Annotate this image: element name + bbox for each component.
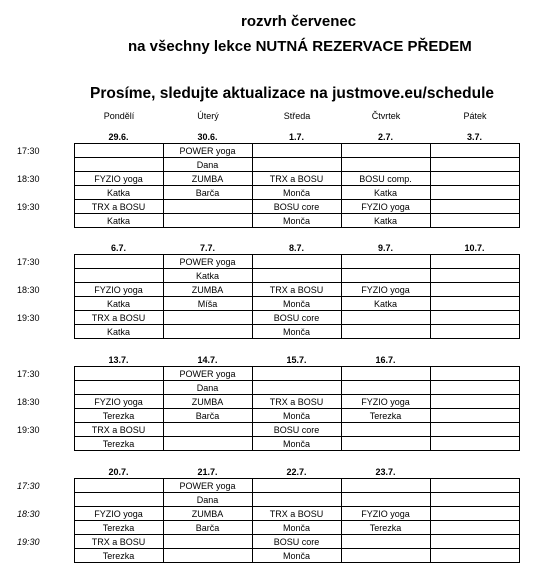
instructor-cell <box>341 381 430 395</box>
week-table <box>0 353 520 451</box>
time-label: 19:30 <box>17 312 40 323</box>
class-row <box>0 535 519 549</box>
instructor-cell: Barča <box>163 186 252 200</box>
class-cell: ZUMBA <box>163 172 252 186</box>
class-cell: FYZIO yoga <box>341 283 430 297</box>
instructor-cell <box>252 493 341 507</box>
class-cell <box>430 395 519 409</box>
date-cell: 16.7. <box>341 353 430 367</box>
instructor-cell <box>430 214 519 228</box>
class-cell: TRX a BOSU <box>74 535 163 549</box>
instructor-row <box>0 493 519 507</box>
time-label: 17:30 <box>17 256 40 267</box>
class-cell <box>341 423 430 437</box>
date-row <box>0 130 519 144</box>
class-cell: ZUMBA <box>163 507 252 521</box>
instructor-cell <box>74 158 163 172</box>
instructor-cell: Terezka <box>341 409 430 423</box>
class-cell <box>163 311 252 325</box>
instructor-cell <box>430 521 519 535</box>
date-cell: 14.7. <box>163 353 252 367</box>
instructor-cell: Terezka <box>341 521 430 535</box>
instructor-cell <box>430 186 519 200</box>
date-cell: 21.7. <box>163 465 252 479</box>
class-cell <box>430 367 519 381</box>
weekday-header <box>0 111 536 125</box>
instructor-row <box>0 325 519 339</box>
date-cell: 20.7. <box>74 465 163 479</box>
class-cell: ZUMBA <box>163 283 252 297</box>
class-cell <box>74 367 163 381</box>
date-cell: 7.7. <box>163 241 252 255</box>
instructor-cell <box>430 493 519 507</box>
instructor-cell <box>341 269 430 283</box>
instructor-cell <box>430 437 519 451</box>
class-cell: FYZIO yoga <box>341 507 430 521</box>
date-cell: 3.7. <box>430 130 519 144</box>
instructor-cell: Dana <box>163 158 252 172</box>
instructor-cell: Terezka <box>74 549 163 563</box>
instructor-cell: Monča <box>252 437 341 451</box>
instructor-row <box>0 269 519 283</box>
class-cell <box>430 200 519 214</box>
class-cell: BOSU core <box>252 311 341 325</box>
weekday-label: Úterý <box>197 111 219 121</box>
class-cell <box>341 144 430 158</box>
instructor-cell: Monča <box>252 297 341 311</box>
instructor-cell <box>430 158 519 172</box>
class-cell <box>163 535 252 549</box>
class-cell <box>430 479 519 493</box>
class-cell: TRX a BOSU <box>252 395 341 409</box>
date-cell: 2.7. <box>341 130 430 144</box>
instructor-row <box>0 381 519 395</box>
class-cell: TRX a BOSU <box>252 507 341 521</box>
class-cell: POWER yoga <box>163 144 252 158</box>
instructor-cell <box>430 297 519 311</box>
class-cell <box>163 423 252 437</box>
weekday-label: Středa <box>283 111 311 121</box>
class-cell: FYZIO yoga <box>74 507 163 521</box>
instructor-cell: Katka <box>341 186 430 200</box>
class-cell <box>430 283 519 297</box>
class-cell: TRX a BOSU <box>74 311 163 325</box>
class-row <box>0 283 519 297</box>
instructor-cell: Katka <box>341 297 430 311</box>
class-cell <box>430 172 519 186</box>
instructor-cell: Monča <box>252 214 341 228</box>
class-row <box>0 144 519 158</box>
instructor-cell <box>252 158 341 172</box>
instructor-cell <box>252 269 341 283</box>
class-cell <box>252 367 341 381</box>
instructor-cell <box>341 493 430 507</box>
class-cell <box>341 367 430 381</box>
instructor-cell: Míša <box>163 297 252 311</box>
class-cell <box>252 255 341 269</box>
instructor-cell: Katka <box>163 269 252 283</box>
class-cell: POWER yoga <box>163 367 252 381</box>
date-cell: 6.7. <box>74 241 163 255</box>
date-cell: 10.7. <box>430 241 519 255</box>
instructor-cell <box>341 437 430 451</box>
class-cell: FYZIO yoga <box>341 200 430 214</box>
instructor-row <box>0 297 519 311</box>
instructor-cell: Barča <box>163 521 252 535</box>
instructor-cell <box>74 269 163 283</box>
weekday-label: Pondělí <box>103 111 135 121</box>
time-label: 19:30 <box>17 424 40 435</box>
time-label: 17:30 <box>17 145 40 156</box>
date-cell <box>430 465 519 479</box>
time-label: 18:30 <box>17 173 40 184</box>
time-label: 18:30 <box>17 284 40 295</box>
instructor-cell <box>430 549 519 563</box>
time-label: 17:30 <box>17 480 40 491</box>
instructor-cell: Katka <box>74 325 163 339</box>
instructor-cell <box>341 158 430 172</box>
class-cell <box>430 311 519 325</box>
week-table <box>0 465 520 563</box>
class-cell <box>341 479 430 493</box>
class-cell: POWER yoga <box>163 255 252 269</box>
class-cell: FYZIO yoga <box>341 395 430 409</box>
instructor-cell <box>430 409 519 423</box>
instructor-cell <box>430 269 519 283</box>
time-label: 19:30 <box>17 201 40 212</box>
class-cell <box>341 535 430 549</box>
week-table <box>0 241 520 339</box>
instructor-row <box>0 409 519 423</box>
instructor-cell: Dana <box>163 381 252 395</box>
date-cell: 9.7. <box>341 241 430 255</box>
class-cell <box>430 507 519 521</box>
date-cell <box>430 353 519 367</box>
class-row <box>0 311 519 325</box>
class-cell: TRX a BOSU <box>252 172 341 186</box>
class-cell: FYZIO yoga <box>74 283 163 297</box>
instructor-row <box>0 186 519 200</box>
date-cell: 15.7. <box>252 353 341 367</box>
instructor-cell <box>252 381 341 395</box>
date-row <box>0 353 519 367</box>
instructor-cell: Katka <box>74 214 163 228</box>
class-cell: FYZIO yoga <box>74 172 163 186</box>
week-table <box>0 130 520 228</box>
date-cell: 1.7. <box>252 130 341 144</box>
instructor-row <box>0 437 519 451</box>
class-cell: TRX a BOSU <box>74 423 163 437</box>
class-row <box>0 172 519 186</box>
time-label: 17:30 <box>17 368 40 379</box>
class-row <box>0 255 519 269</box>
date-cell: 13.7. <box>74 353 163 367</box>
instructor-cell <box>74 381 163 395</box>
instructor-cell <box>341 325 430 339</box>
instructor-cell: Katka <box>74 297 163 311</box>
instructor-cell: Katka <box>341 214 430 228</box>
weekday-label: Čtvrtek <box>371 111 401 121</box>
time-label: 19:30 <box>17 536 40 547</box>
class-cell <box>74 144 163 158</box>
instructor-row <box>0 521 519 535</box>
reservation-notice: na všechny lekce NUTNÁ REZERVACE PŘEDEM <box>128 38 472 55</box>
class-cell: FYZIO yoga <box>74 395 163 409</box>
class-cell <box>252 479 341 493</box>
class-cell <box>430 423 519 437</box>
class-cell <box>341 255 430 269</box>
weekday-label: Pátek <box>463 111 487 121</box>
class-cell: BOSU core <box>252 200 341 214</box>
instructor-cell <box>74 493 163 507</box>
instructor-cell: Terezka <box>74 409 163 423</box>
class-cell: BOSU core <box>252 535 341 549</box>
class-cell <box>341 311 430 325</box>
instructor-cell: Dana <box>163 493 252 507</box>
instructor-cell: Monča <box>252 325 341 339</box>
class-row <box>0 395 519 409</box>
instructor-cell <box>163 437 252 451</box>
class-cell <box>163 200 252 214</box>
class-row <box>0 423 519 437</box>
class-cell: TRX a BOSU <box>252 283 341 297</box>
instructor-cell: Monča <box>252 549 341 563</box>
instructor-cell: Barča <box>163 409 252 423</box>
instructor-cell <box>430 325 519 339</box>
instructor-row <box>0 549 519 563</box>
class-cell <box>430 535 519 549</box>
instructor-row <box>0 158 519 172</box>
date-cell: 29.6. <box>74 130 163 144</box>
instructor-cell <box>430 381 519 395</box>
class-cell <box>430 255 519 269</box>
class-row <box>0 479 519 493</box>
instructor-cell: Terezka <box>74 437 163 451</box>
date-cell: 30.6. <box>163 130 252 144</box>
class-row <box>0 507 519 521</box>
class-cell <box>430 144 519 158</box>
class-cell: BOSU core <box>252 423 341 437</box>
class-row <box>0 367 519 381</box>
instructor-cell <box>163 549 252 563</box>
instructor-cell: Monča <box>252 521 341 535</box>
date-row <box>0 241 519 255</box>
time-label: 18:30 <box>17 396 40 407</box>
instructor-cell <box>163 325 252 339</box>
instructor-row <box>0 214 519 228</box>
instructor-cell <box>163 214 252 228</box>
updates-notice: Prosíme, sledujte aktualizace na justmove.eu/schedule <box>90 85 495 102</box>
time-label: 18:30 <box>17 508 40 519</box>
date-cell: 8.7. <box>252 241 341 255</box>
schedule-title: rozvrh červenec <box>241 13 357 30</box>
date-row <box>0 465 519 479</box>
instructor-cell: Terezka <box>74 521 163 535</box>
class-cell <box>74 255 163 269</box>
class-cell <box>252 144 341 158</box>
class-row <box>0 200 519 214</box>
instructor-cell <box>341 549 430 563</box>
class-cell: BOSU comp. <box>341 172 430 186</box>
class-cell: TRX a BOSU <box>74 200 163 214</box>
date-cell: 22.7. <box>252 465 341 479</box>
date-cell: 23.7. <box>341 465 430 479</box>
class-cell: ZUMBA <box>163 395 252 409</box>
class-cell: POWER yoga <box>163 479 252 493</box>
instructor-cell: Katka <box>74 186 163 200</box>
instructor-cell: Monča <box>252 409 341 423</box>
class-cell <box>74 479 163 493</box>
instructor-cell: Monča <box>252 186 341 200</box>
